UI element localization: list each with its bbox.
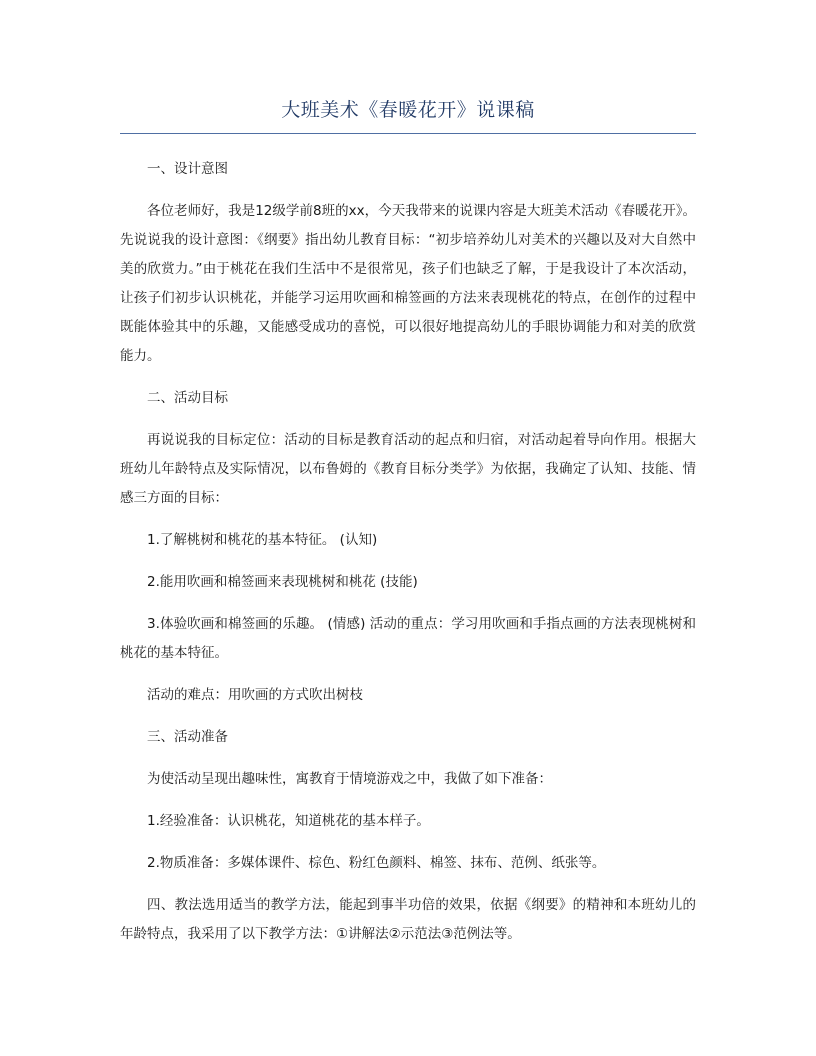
document-body bbox=[120, 155, 696, 949]
prep-item-materials: 2.物质准备：多媒体课件、棕色、粉红色颜料、棉签、抹布、范例、纸张等。 bbox=[147, 855, 606, 871]
paragraph-design-intent: 各位老师好，我是12级学前8班的xx，今天我带来的说课内容是大班美术活动《春暖花开》。先说说我的设计意图：《纲要》指出幼儿教育目标：“初步培养幼儿对美术的兴趣以及对大自然中美的欣赏力。”由于桃花在我们生活中不是很常见，孩子们也缺乏了解，于是我设计了本次活动，让孩子们初步认识桃花，并能学习运用吹画和棉签画的方法来表现桃花的特点，在创作的过程中既能体验其中的乐趣，又能感受成功的喜悦，可以很好地提高幼儿的手眼协调能力和对美的欣赏能力。 bbox=[120, 203, 696, 364]
paragraph-activity-goals: 再说说我的目标定位：活动的目标是教育活动的起点和归宿，对活动起着导向作用。根据大班幼儿年龄特点及实际情况，以布鲁姆的《教育目标分类学》为依据，我确定了认知、技能、情感三方面的目标： bbox=[120, 432, 696, 506]
section-heading-preparation: 三、活动准备 bbox=[147, 729, 228, 745]
document-title: 大班美术《春暖花开》说课稿 bbox=[281, 99, 535, 121]
paragraph-difficulty: 活动的难点：用吹画的方式吹出树枝 bbox=[147, 687, 363, 703]
prep-item-experience: 1.经验准备：认识桃花，知道桃花的基本样子。 bbox=[147, 813, 430, 829]
paragraph-preparation: 为使活动呈现出趣味性，寓教育于情境游戏之中，我做了如下准备： bbox=[147, 771, 552, 787]
goal-item-cognitive: 1.了解桃树和桃花的基本特征。 (认知) bbox=[147, 532, 378, 548]
section-heading-design-intent: 一、设计意图 bbox=[147, 161, 228, 177]
goal-item-emotion: 3.体验吹画和棉签画的乐趣。 (情感) 活动的重点：学习用吹画和手指点画的方法表现桃树和桃花的基本特征。 bbox=[120, 616, 696, 661]
goal-item-skill: 2.能用吹画和棉签画来表现桃树和桃花 (技能) bbox=[147, 574, 418, 590]
title-underline bbox=[120, 133, 696, 134]
paragraph-teaching-methods: 四、教法选用适当的教学方法，能起到事半功倍的效果，依据《纲要》的精神和本班幼儿的年龄特点，我采用了以下教学方法：①讲解法②示范法③范例法等。 bbox=[120, 897, 696, 942]
section-heading-activity-goals: 二、活动目标 bbox=[147, 390, 228, 406]
